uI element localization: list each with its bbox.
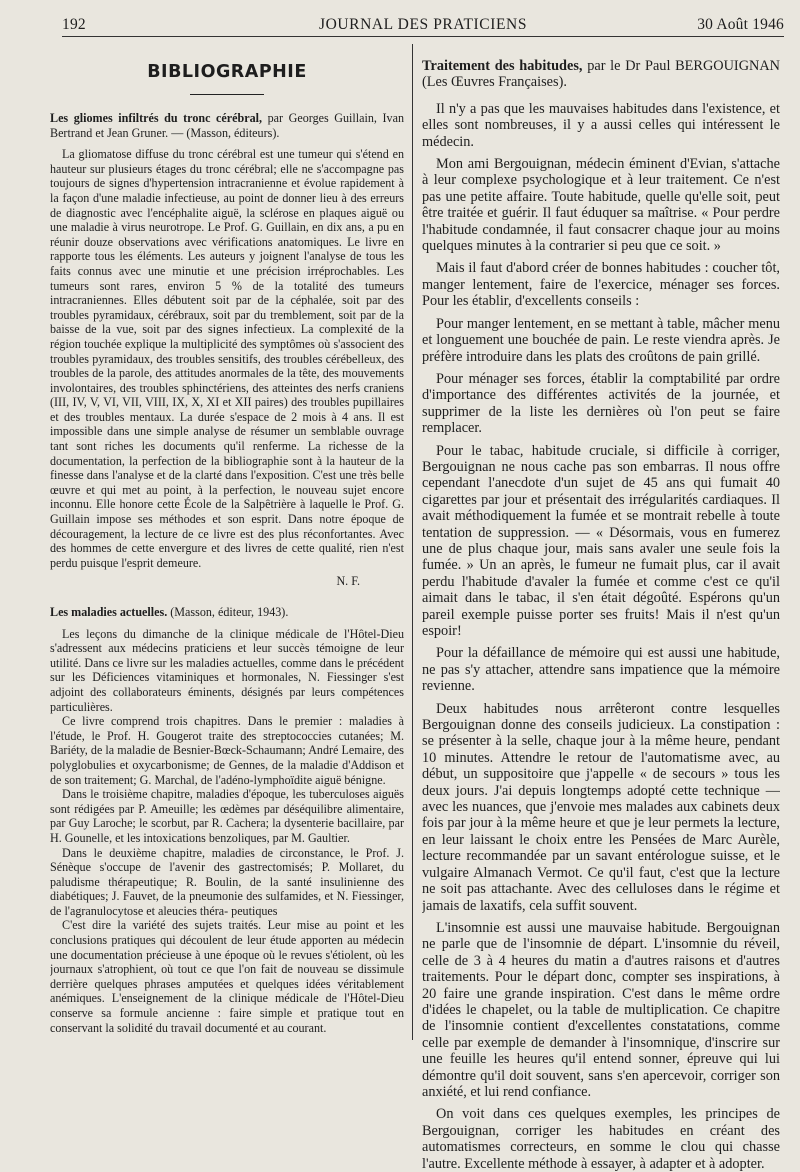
review2-paragraph: Dans le troisième chapitre, maladies d'époque, les tuberculoses aiguës sont rédigées par P. Ameuille; les œdèmes par déséquilibre alimentaire, par Guy Laroche; le scorbut, par R. Cachera; la dysenterie bacillaire, par H. Gounelle, et les intoxications benzoliques, par M. Gaultier. [50,787,404,845]
review2-paragraph: Ce livre comprend trois chapitres. Dans le premier : maladies à l'étude, le Prof. H. Gougerot traite des streptococcies cutanées; M. Bariéty, de la maladie de Besnier-Bœck-Schaumann; André Lemaire, des polyglobulies et oxycarbonisme; de Gennes, de la maladie d'Addison et de son traitement; G. Marchal, de l'adéno-lymphoïdite aiguë bénigne. [50,714,404,787]
left-column [50,58,404,1035]
column-divider [412,44,413,1040]
review2-heading [50,605,404,620]
review2-paragraph: C'est dire la variété des sujets traités. Leur mise au point et les conclusions pratiques qui découlent de leur étude apporten au médecin une documentation précieuse à une époque où le revues s'étiolent, où les journaux s'atrophient, où tout ce que l'on fait de nouveau se dissimule derrière quelques phrases amputées et quelques idées véritablement anémiques. L'enseignement de la clinique médicale de l'Hôtel-Dieu conserve sa formule ancienne : faire simple et pratique tout en conservant la solidité du travail documenté et au courant. [50,918,404,1035]
running-header [62,14,784,37]
review3-paragraph: Pour le tabac, habitude cruciale, si difficile à corriger, Bergouignan ne nous cache pas son embarras. Il nous offre cependant l'anecdote d'un sujet de 45 ans qui fumait 40 cigarettes par jour et présentait des irrégularités cardiaques. Il avait méthodiquement la fumée et se montrait rebelle à toute tentation de suppression. — « Désormais, vous en fumerez une de plus chaque jour, mais sans avaler une seule fois la fumée. » Un an après, le fumeur ne fumait plus, car il avait perdu l'habitude d'avaler la fumée et comme c'est ce qu'il aimait dans le tabac, il s'en était dégoûté. Espérons qu'un pareil exemple puisse porter ses fruits! Mais il n'est qu'un espoir! [422,442,780,639]
journal-title: JOURNAL DES PRATICIENS [318,16,528,33]
review3-paragraph: L'insomnie est aussi une mauvaise habitude. Bergouignan ne parle que de l'insomnie de départ. L'insomnie du réveil, celle de 3 à 4 heures du matin a d'autres raisons et d'autres traitements. Pour le départ donc, compter ses inspirations, à 20 faire une grande inspiration. C'est dans le même ordre d'idées le chapelet, ou la table de multiplication. Ce chapitre de l'insomnie contient d'excellentes constatations, comme celle par exemple de demander à l'insomnique, d'inscrire sur une feuille les heures qu'il entend sonner, épreuve qui lui démontre qu'il doit souvent, sans s'en apercevoir, corriger son anxiété, et lui rend confiance. [422,919,780,1100]
review3-heading [422,58,780,91]
review1-paragraph: La gliomatose diffuse du tronc cérébral est une tumeur qui s'étend en hauteur sur plusieurs étages du tronc cérébral; elle ne s'accompagne pas toujours de signes d'hypertension intracranienne et évolue rapidement à la façon d'une maladie infectieuse, au point de donner lieu à des erreurs de diagnostic avec l'encéphalite aiguë, la sclérose en plaques aiguë ou une maladie à virus neurotrope. Le Prof. G. Guillain, en dix ans, a pu en réunir douze observations avec vérifications anatomiques. Le livre en rapporte tous les éléments. Les auteurs y joignent l'analyse de tous les faits connus avec une minutie et une précision irréprochables. Les tumeurs sont rares, environ 5 % de la totalité des tumeurs intracraniennes. Elles débutent soit par de la céphalée, soit par des troubles pyramidaux, cérébraux, soit par du tremblement, soit par de la baisse de la vue, soit par des signes infectieux. La complexité de la région touchée explique la multiplicité des symptômes où s'associent des troubles pyramidaux, des troubles sensitifs, des troubles cérébelleux, des troubles de la parole, des attitudes anormales de la tête, des mouvements involontaires, des troubles sphinctériens, des atteintes des nerfs craniens (III, IV, V, VI, VII, VIII, IX, X, XI et XII paires) des troubles pupillaires et des troubles mentaux. La durée s'espace de 2 mois à 4 ans. Il est impossible dans une simple analyse de résumer un semblable ouvrage tant sont riches les documents qu'il renferme. La richesse de la documentation, la perfection de la bibliographie sont à la hauteur de la finesse dans l'analyse et de la clarté dans l'exposition. C'est une très belle œuvre et qui met au point, à la perfection, le nouveau sujet encore inconnu. Elle honore cette École de la Salpêtrière à laquelle le Prof. G. Guillain impose ses méthodes et son esprit. Dans notre époque de découragement, la lecture de ce livre est des plus réconfortantes. Avec des hommes de cette envergure et des livres de cette qualité, rien n'est perdu puisque l'esprit demeure. [50,147,404,570]
issue-date: 30 Août 1946 [697,16,784,33]
page-number: 192 [62,16,86,33]
review2-byline: (Masson, éditeur, 1943). [170,605,289,619]
review3-paragraph: Pour ménager ses forces, établir la comptabilité par ordre d'importance des différentes activités de la journée, et supprimer de la liste les dernières où l'on peut se faire remplacer. [422,370,780,437]
review1-title: Les gliomes infiltrés du tronc cérébral, [50,111,263,125]
review2-paragraph: Dans le deuxième chapitre, maladies de circonstance, le Prof. J. Sénèque s'occupe de l'avenir des gastrectomisés; P. Mollaret, du paludisme thérapeutique; R. Boulin, de la santé insulinienne des diabétiques; J. Fauvet, de la pneumonie des sulfamides, et N. Fiessinger, de l'agranulocytose et aleucies théra- peutiques [50,845,404,918]
review2-title: Les maladies actuelles. [50,605,168,619]
review3-paragraph: Il n'y a pas que les mauvaises habitudes dans l'existence, et elles sont nombreuses, il y a aussi celles qui intéressent le médecin. [422,100,780,150]
review3-paragraph: On voit dans ces quelques exemples, les principes de Bergouignan, corriger les habitudes en créant des automatismes correcteurs, en somme le clou qui chasse l'autre. Excellente méthode à essayer, à adapter et à adopter. [422,1106,780,1172]
review3-paragraph: Pour manger lentement, en se mettant à table, mâcher menu et longuement une bouchée de pain. Le reste viendra après. Je préfère introduire dans les plats des croûtons de pain grillé. [422,315,780,365]
review3-paragraph: Pour la défaillance de mémoire qui est aussi une habitude, ne pas s'y attacher, attendre sans impatience que la mémoire revienne. [422,645,780,695]
title-underline [190,94,264,95]
review1-heading [50,111,404,140]
review1-signature: N. F. [336,574,360,589]
review-gap [50,589,404,605]
review3-paragraph: Mon ami Bergouignan, médecin éminent d'Evian, s'attache à leur complexe psychologique et à leur traitement. Ce n'est pas une petite affaire. Toute habitude, quelle qu'elle soit, peut être traitée et guérir. Il faut éduquer sa maîtrise. « Pour perdre l'habitude condamnée, il faut consacrer chaque jour au moins quelques minutes à la contrarier si peu que ce soit. » [422,156,780,255]
review3-paragraph: Mais il faut d'abord créer de bonnes habitudes : coucher tôt, manger lentement, faire de l'exercice, ménager ses forces. Pour les établir, d'excellents conseils : [422,260,780,310]
review2-paragraph: Les leçons du dimanche de la clinique médicale de l'Hôtel-Dieu s'adressent aux médecins praticiens et leur succès témoigne de leur utilité. Dans ce livre sur les maladies actuelles, comme dans le précédent sur les Déficiences vitaminiques et hormonales, N. Fiessinger s'est adjoint des collaborateurs éminents, désignés par leurs compétences particulières. [50,626,404,714]
review3-byline: par le Dr Paul BERGOUIGNAN (Les Œuvres Françaises). [422,58,780,91]
section-title: BIBLIOGRAPHIE [147,62,307,82]
review3-title: Traitement des habitudes, [422,58,583,74]
review3-paragraph: Deux habitudes nous arrêteront contre lesquelles Bergouignan donne des conseils judicieux. La constipation : se présenter à la selle, chaque jour à la même heure, pendant 10 minutes. Attendre le retour de l'automatisme avec, au début, un suppositoire que j'appelle « de secours » tous les deux jours. J'ai depuis longtemps adopté cette technique — avec les nuances, que j'envoie mes malades aux cabinets deux fois par jour à la même heure et que je leur permets la lecture, en leur laissant le choix entre les Pensées de Marc Aurèle, lecture recommandée par un savant entérologue suisse, et le vulgaire Almanach Vermot. Ce qu'il faut, c'est que la lecture ne soit pas attachante. Avec des celluloses dans le régime et jamais de laxatifs, cela suffit souvent. [422,700,780,914]
right-column [422,58,780,1172]
review1-byline: par Georges Guillain, Ivan Bertrand et Jean Gruner. — (Masson, éditeurs). [50,111,404,140]
